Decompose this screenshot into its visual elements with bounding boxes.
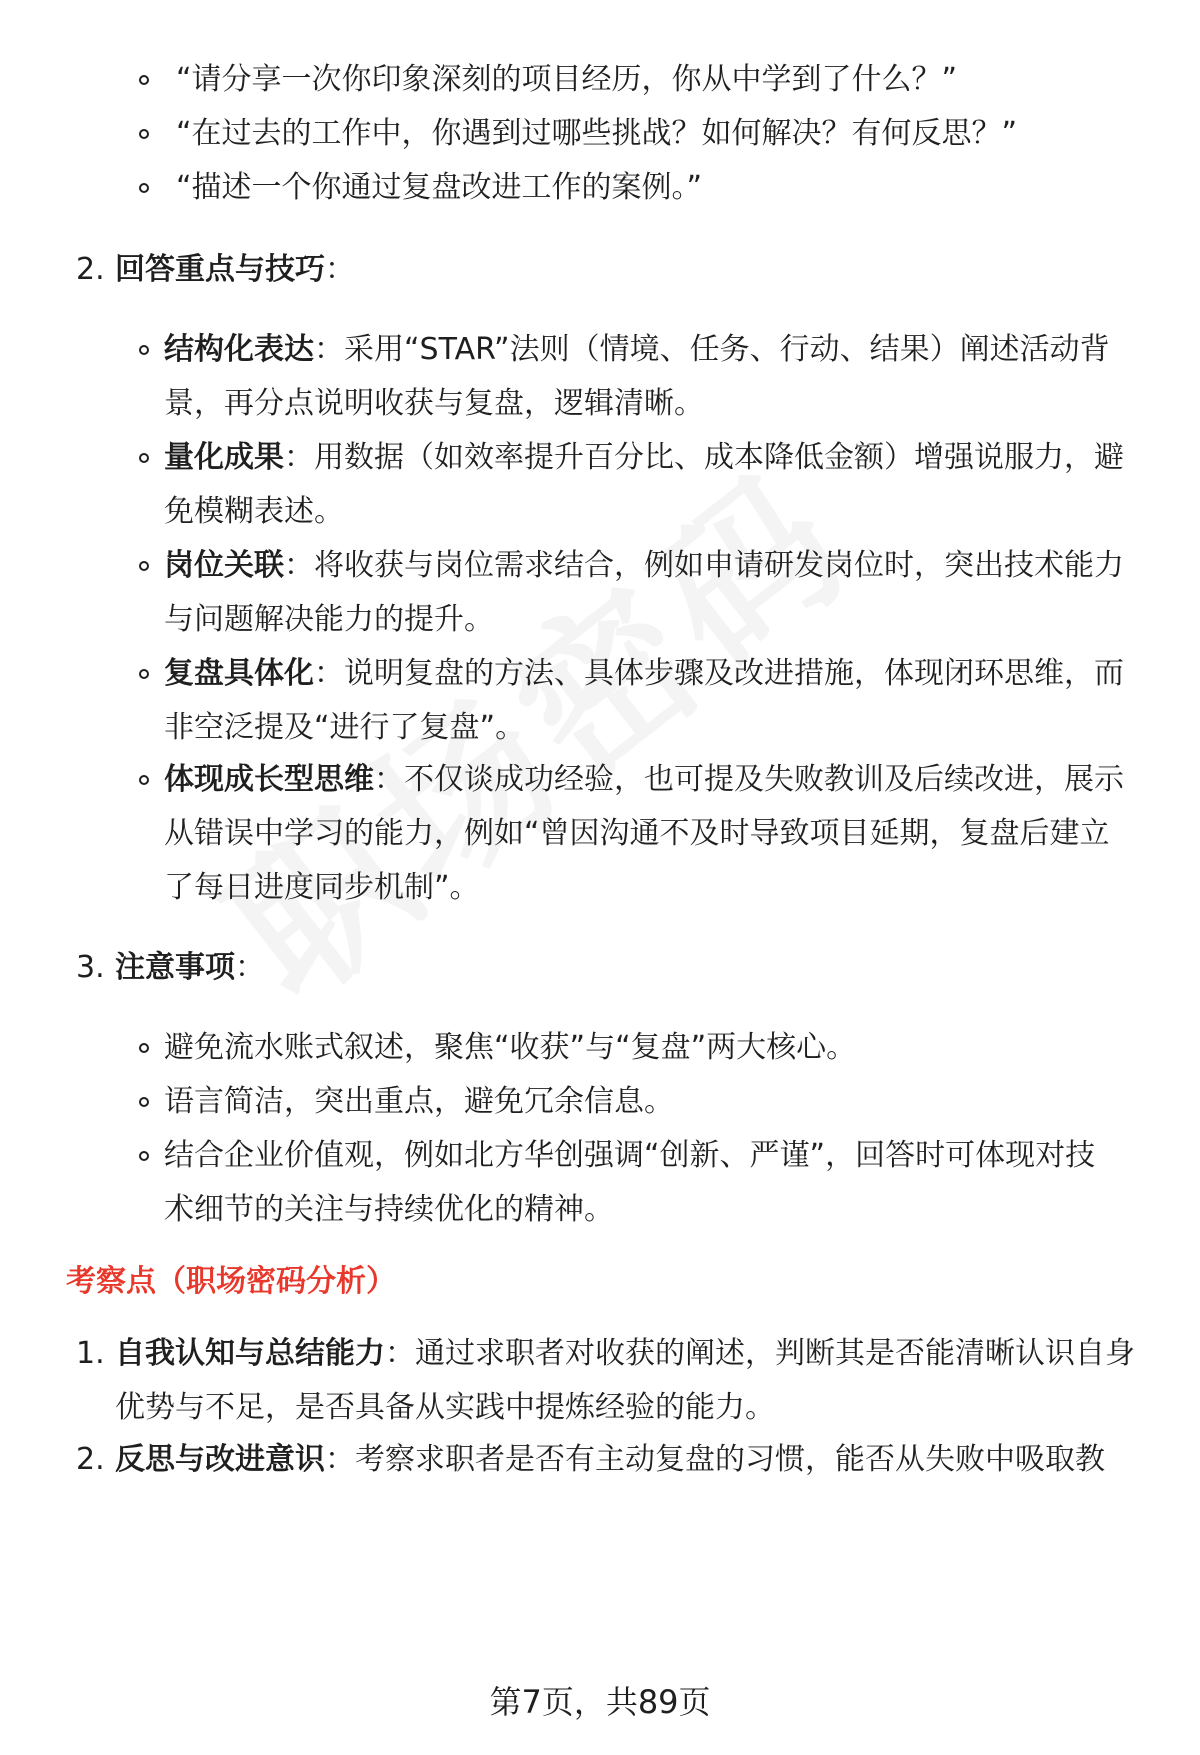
- item-label: 复盘具体化: [164, 656, 314, 691]
- heading-colon: ：: [325, 252, 355, 287]
- list-item: [115, 1440, 1105, 1480]
- list-item: [164, 330, 1110, 370]
- item-label: 量化成果: [164, 440, 284, 475]
- item-text-continued: 了每日进度同步机制”。: [164, 870, 480, 905]
- section-title: 回答重点与技巧: [115, 252, 325, 287]
- bullet-icon: [139, 345, 149, 355]
- item-text-continued: 优势与不足，是否具备从实践中提炼经验的能力。: [115, 1390, 775, 1425]
- item-label: 自我认知与总结能力: [115, 1336, 385, 1371]
- list-number: 2.: [76, 1442, 105, 1477]
- item-text-continued: 术细节的关注与持续优化的精神。: [164, 1192, 614, 1227]
- question-text: “在过去的工作中，你遇到过哪些挑战？如何解决？有何反思？”: [176, 116, 1018, 151]
- page-number: 第7页，共89页: [489, 1683, 711, 1721]
- bullet-icon: [139, 1043, 149, 1053]
- list-item: 结合企业价值观，例如北方华创强调“创新、严谨”，回答时可体现对技: [164, 1138, 1096, 1173]
- list-item: 语言简洁，突出重点，避免冗余信息。: [164, 1084, 674, 1119]
- bullet-icon: [139, 775, 149, 785]
- item-label: 体现成长型思维: [164, 762, 374, 797]
- bullet-icon: [139, 669, 149, 679]
- list-item: 避免流水账式叙述，聚焦“收获”与“复盘”两大核心。: [164, 1030, 857, 1065]
- section-heading: [115, 948, 265, 988]
- item-label: 岗位关联: [164, 548, 284, 583]
- section-heading: [115, 250, 355, 290]
- heading-colon: ：: [235, 950, 265, 985]
- bullet-icon: [139, 1097, 149, 1107]
- list-number: 3.: [76, 950, 105, 985]
- bullet-icon: [139, 75, 149, 85]
- item-text: ：不仅谈成功经验，也可提及失败教训及后续改进，展示: [374, 762, 1124, 797]
- item-text: ：说明复盘的方法、具体步骤及改进措施，体现闭环思维，而: [314, 656, 1124, 691]
- section-title: 注意事项: [115, 950, 235, 985]
- list-number: 2.: [76, 252, 105, 287]
- bullet-icon: [139, 453, 149, 463]
- item-text-continued: 景，再分点说明收获与复盘，逻辑清晰。: [164, 386, 704, 421]
- analysis-heading: 考察点（职场密码分析）: [66, 1264, 396, 1299]
- list-item: [115, 1334, 1135, 1374]
- bullet-icon: [139, 1151, 149, 1161]
- item-text: ：采用“STAR”法则（情境、任务、行动、结果）阐述活动背: [314, 332, 1110, 367]
- item-label: 结构化表达: [164, 332, 314, 367]
- bullet-icon: [139, 183, 149, 193]
- item-text: ：用数据（如效率提升百分比、成本降低金额）增强说服力，避: [284, 440, 1124, 475]
- item-text-continued: 非空泛提及“进行了复盘”。: [164, 710, 526, 745]
- question-text: “描述一个你通过复盘改进工作的案例。”: [176, 170, 703, 205]
- question-text: “请分享一次你印象深刻的项目经历，你从中学到了什么？”: [176, 62, 958, 97]
- bullet-icon: [139, 561, 149, 571]
- list-number: 1.: [76, 1336, 105, 1371]
- item-text-continued: 与问题解决能力的提升。: [164, 602, 494, 637]
- list-item: [164, 654, 1124, 694]
- item-text: ：将收获与岗位需求结合，例如申请研发岗位时，突出技术能力: [284, 548, 1124, 583]
- item-text: ：通过求职者对收获的阐述，判断其是否能清晰认识自身: [385, 1336, 1135, 1371]
- item-text-continued: 免模糊表述。: [164, 494, 344, 529]
- bullet-icon: [139, 129, 149, 139]
- list-item: [164, 438, 1124, 478]
- list-item: [164, 546, 1124, 586]
- item-text: ：考察求职者是否有主动复盘的习惯，能否从失败中吸取教: [325, 1442, 1105, 1477]
- list-item: [164, 760, 1124, 800]
- item-label: 反思与改进意识: [115, 1442, 325, 1477]
- item-text-continued: 从错误中学习的能力，例如“曾因沟通不及时导致项目延期，复盘后建立: [164, 816, 1110, 851]
